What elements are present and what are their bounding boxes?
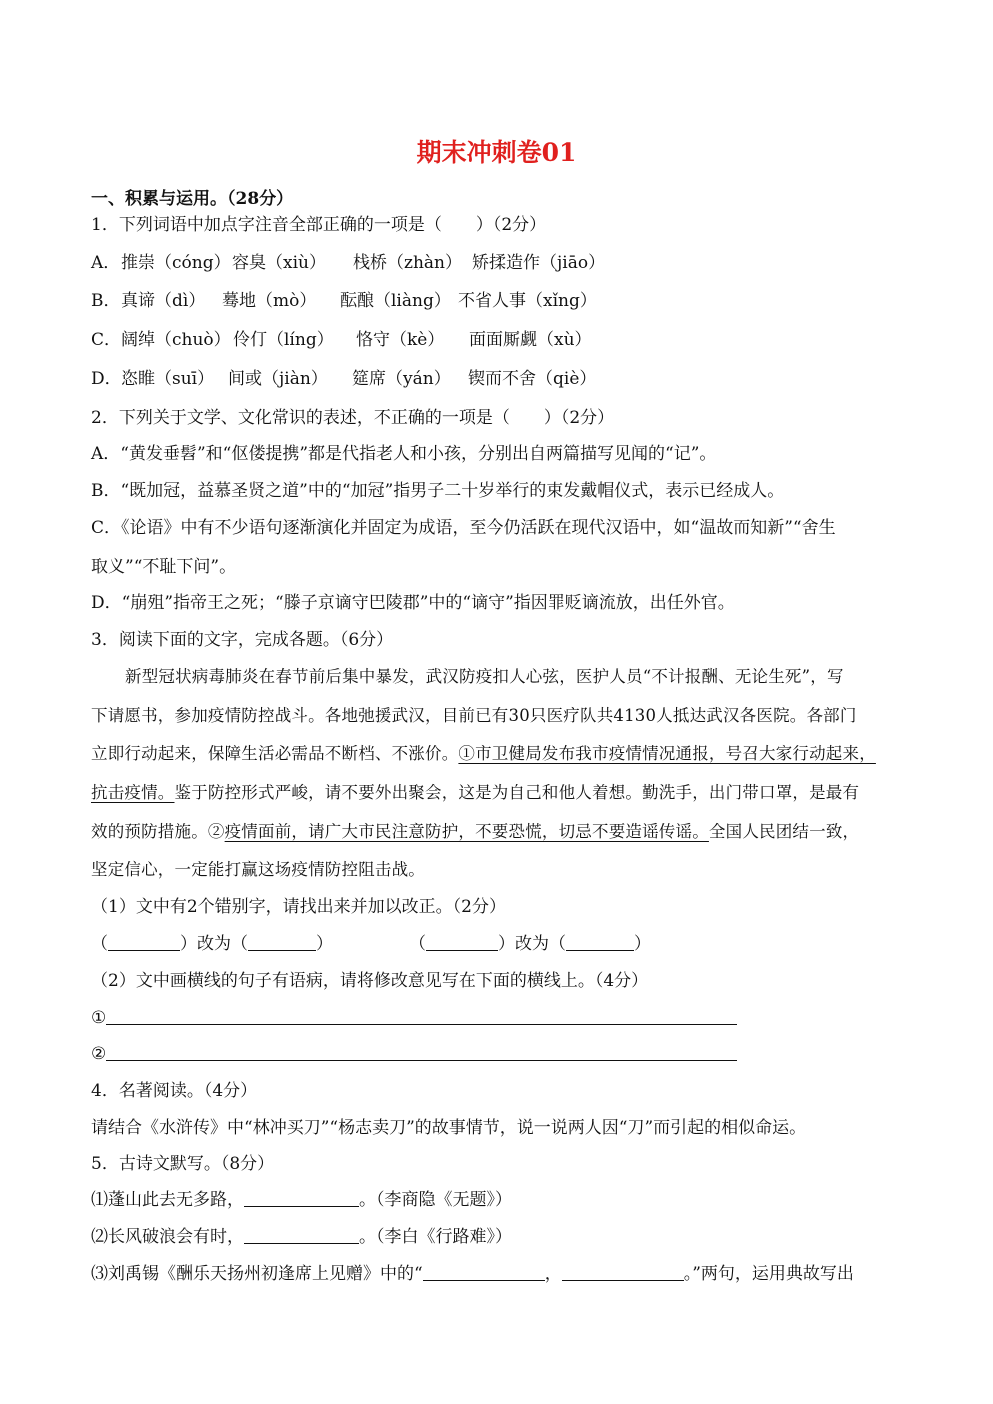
- option-item: 间或（jiàn）: [228, 369, 328, 389]
- q3-answer-line-2: [91, 1044, 737, 1064]
- option-item: 恪守（kè）: [356, 330, 445, 350]
- poem-text: ⑶刘禹锡《酬乐天扬州初逢席上见赠》中的“: [91, 1264, 423, 1284]
- answer-blank[interactable]: [106, 1046, 737, 1061]
- option-item: 筵席（yán）: [352, 369, 451, 389]
- q5-line-1: [91, 1190, 512, 1210]
- q1-option-d: [91, 369, 596, 389]
- answer-blank[interactable]: [108, 936, 180, 951]
- circle-number: ②: [91, 1044, 107, 1064]
- option-label: C．: [91, 330, 122, 350]
- poem-source: 。（李商隐《无题》）: [359, 1190, 512, 1210]
- q3-answer-line-1: [91, 1008, 737, 1028]
- poem-text: ⑵长风破浪会有时，: [91, 1227, 244, 1247]
- bracket: ）改为（: [498, 934, 566, 954]
- q1-option-b: [91, 291, 597, 311]
- q1-stem: 1．下列词语中加点字注音全部正确的一项是（ ）（2分）: [91, 215, 547, 235]
- answer-blank[interactable]: [566, 936, 634, 951]
- underlined-sentence-2: 疫情面前，请广大市民注意防护，不要恐慌，切忌不要造谣传谣。: [224, 822, 709, 841]
- underlined-sentence-1: ①市卫健局发布我市疫情情况通报，号召大家行动起来，: [458, 744, 876, 763]
- q3-sub1: （1）文中有2个错别字，请找出来并加以改正。（2分）: [91, 897, 506, 917]
- q3-fill-pair-2: [409, 934, 651, 954]
- q3-sub2: （2）文中画横线的句子有语病，请将修改意见写在下面的横线上。（4分）: [91, 971, 649, 991]
- q3-stem: 3．阅读下面的文字，完成各题。（6分）: [91, 630, 394, 650]
- option-item: 蓦地（mò）: [222, 291, 317, 311]
- underlined-sentence-1-end: 抗击疫情。: [91, 783, 175, 802]
- answer-blank[interactable]: [244, 1192, 359, 1207]
- q3-passage-line: 新型冠状病毒肺炎在春节前后集中暴发，武汉防疫扣人心弦，医护人员“不计报酬、无论生死”，写: [125, 667, 844, 686]
- q5-stem: 5．古诗文默写。（8分）: [91, 1154, 275, 1174]
- passage-text: 立即行动起来，保障生活必需品不断档、不涨价。: [91, 744, 459, 763]
- option-label: B．: [91, 291, 121, 311]
- q3-passage-line: [91, 783, 859, 803]
- poem-text: ，: [544, 1264, 562, 1284]
- q3-passage-line: [91, 822, 859, 842]
- bracket: （: [91, 934, 108, 954]
- answer-blank[interactable]: [106, 1010, 737, 1025]
- q3-fill-pair-1: [91, 934, 333, 954]
- answer-blank[interactable]: [426, 936, 498, 951]
- option-label: A．: [91, 253, 121, 273]
- option-item: 面面厮觑（xù）: [469, 330, 592, 350]
- answer-blank[interactable]: [562, 1266, 684, 1281]
- poem-source: 。（李白《行路难》）: [359, 1227, 512, 1247]
- poem-text: ⑴蓬山此去无多路，: [91, 1190, 244, 1210]
- option-label: D．: [91, 369, 122, 389]
- option-item: 栈桥（zhàn）: [353, 253, 462, 273]
- section-heading: 一、积累与运用。（28分）: [91, 189, 294, 209]
- passage-text: 鉴于防控形式严峻，请不要外出聚会，这是为自己和他人着想。勤洗手，出门带口罩，是最有: [174, 783, 860, 802]
- q2-option-c-continued: 取义”“不耻下问”。: [91, 557, 237, 577]
- passage-text: 效的预防措施。②: [91, 822, 225, 841]
- bracket: ）: [634, 934, 651, 954]
- answer-blank[interactable]: [244, 1229, 359, 1244]
- q3-passage-line: [91, 744, 876, 764]
- q2-stem: 2．下列关于文学、文化常识的表述，不正确的一项是（ ）（2分）: [91, 408, 615, 428]
- option-item: 真谛（dì）: [121, 291, 206, 311]
- poem-text: 。”两句，运用典故写出: [683, 1264, 854, 1284]
- q3-passage-line: 下请愿书，参加疫情防控战斗。各地弛援武汉，目前已有30只医疗队共4130人抵达武汉各医院。各部门: [91, 706, 857, 725]
- circle-number: ①: [91, 1008, 107, 1028]
- q3-passage-line: 坚定信心，一定能打赢这场疫情防控阻击战。: [91, 860, 425, 879]
- q2-option-c: C．《论语》中有不少语句逐渐演化并固定为成语，至今仍活跃在现代汉语中，如“温故而知新”“舍生: [91, 518, 836, 538]
- q5-line-2: [91, 1227, 512, 1247]
- q2-option-d: D．“崩殂”指帝王之死；“滕子京谪守巴陵郡”中的“谪守”指因罪贬谪流放，出任外官。: [91, 593, 735, 613]
- answer-blank[interactable]: [248, 936, 316, 951]
- q5-line-3: [91, 1264, 854, 1284]
- q2-option-a: A．“黄发垂髫”和“伛偻提携”都是代指老人和小孩，分别出自两篇描写见闻的“记”。: [91, 444, 717, 464]
- option-item: 恣睢（suī）: [121, 369, 215, 389]
- bracket: ）改为（: [180, 934, 248, 954]
- bracket: ）: [316, 934, 333, 954]
- bracket: （: [409, 934, 426, 954]
- option-item: 酝酿（liàng）: [340, 291, 451, 311]
- q4-body: 请结合《水浒传》中“林冲买刀”“杨志卖刀”的故事情节，说一说两人因“刀”而引起的相似命运。: [91, 1118, 807, 1138]
- option-item: 推崇（cóng）: [121, 253, 231, 273]
- q1-option-c: [91, 330, 592, 350]
- option-item: 阔绰（chuò）: [121, 330, 231, 350]
- option-item: 矫揉造作（jiāo）: [472, 253, 606, 273]
- option-item: 容臭（xiù）: [232, 253, 326, 273]
- option-item: 伶仃（líng）: [233, 330, 334, 350]
- page-title: 期末冲刺卷01: [416, 138, 577, 167]
- q4-stem: 4．名著阅读。（4分）: [91, 1081, 258, 1101]
- passage-text: 全国人民团结一致，: [708, 822, 860, 841]
- answer-blank[interactable]: [423, 1266, 545, 1281]
- option-item: 锲而不舍（qiè）: [468, 369, 597, 389]
- q1-option-a: [91, 253, 605, 273]
- option-item: 不省人事（xǐng）: [458, 291, 597, 311]
- q2-option-b: B．“既加冠，益慕圣贤之道”中的“加冠”指男子二十岁举行的束发戴帽仪式，表示已经成人。: [91, 481, 785, 501]
